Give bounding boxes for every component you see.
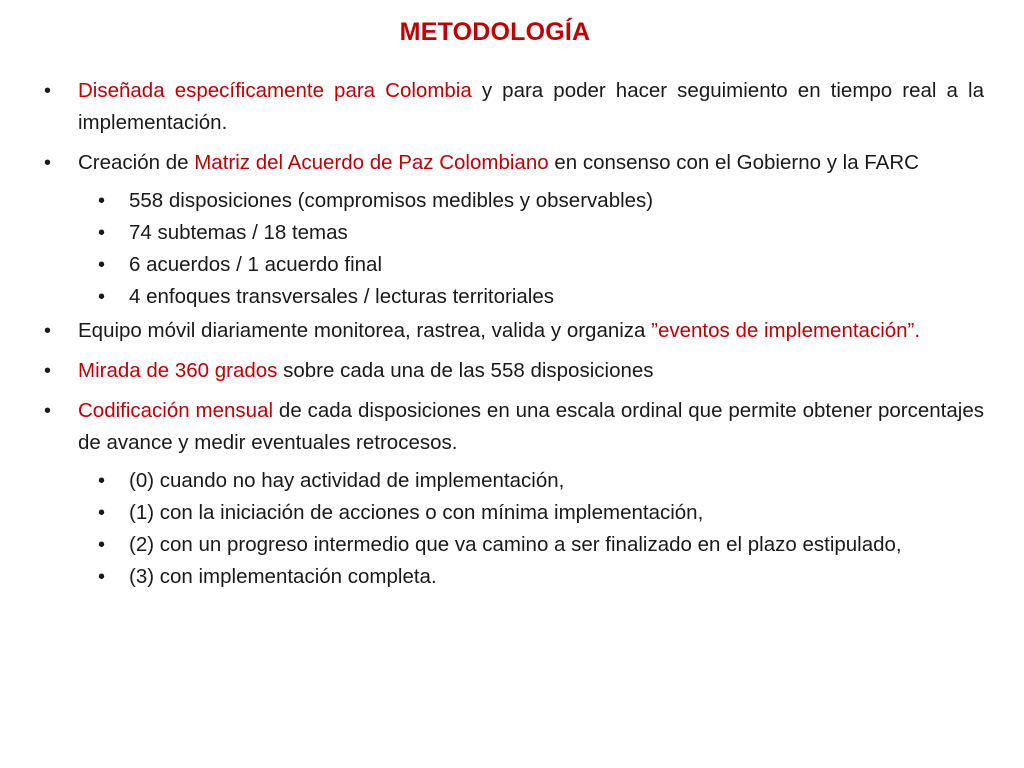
sub-bullet-text: 74 subtemas / 18 temas <box>129 221 348 244</box>
bullet-item-matrix <box>42 147 984 179</box>
bullet-text: Equipo móvil diariamente monitorea, rastrea, valida y organiza <box>78 319 652 342</box>
bullet-dot: • <box>98 470 106 492</box>
bullet-item-360 <box>42 355 984 387</box>
sub-bullet-item <box>42 217 984 249</box>
bullet-dot: • <box>98 286 106 308</box>
bullet-dot: • <box>98 222 106 244</box>
bullet-dot: • <box>44 400 52 422</box>
highlight-text: Diseñada específicamente para Colombia <box>78 79 472 102</box>
bullet-dot: • <box>44 360 52 382</box>
sub-bullet-text: (1) con la iniciación de acciones o con mínima implementación, <box>129 501 704 524</box>
sub-bullet-list-coding <box>42 465 984 593</box>
bullet-text: Creación de <box>78 151 195 174</box>
sub-bullet-text: 558 disposiciones (compromisos medibles y observables) <box>129 189 654 212</box>
sub-bullet-item <box>42 465 984 497</box>
sub-bullet-item <box>42 281 984 313</box>
bullet-dot: • <box>44 152 52 174</box>
sub-bullet-text: (3) con implementación completa. <box>129 565 437 588</box>
highlight-text: Matriz del Acuerdo de Paz Colombiano <box>194 151 549 174</box>
bullet-item-design <box>42 75 984 139</box>
sub-bullet-text: (2) con un progreso intermedio que va camino a ser finalizado en el plazo estipulado, <box>129 533 902 556</box>
bullet-dot: • <box>44 320 52 342</box>
bullet-dot: • <box>44 80 52 102</box>
sub-bullet-text: (0) cuando no hay actividad de implementación, <box>129 469 565 492</box>
sub-bullet-item <box>42 497 984 529</box>
highlight-text: ”eventos de implementación”. <box>651 319 921 342</box>
bullet-text: y para poder hacer seguimiento en tiempo real a la implementación. <box>78 79 984 134</box>
sub-bullet-text: 6 acuerdos / 1 acuerdo final <box>129 253 382 276</box>
highlight-text: Mirada de 360 grados <box>78 359 278 382</box>
bullet-dot: • <box>98 190 106 212</box>
sub-bullet-item <box>42 185 984 217</box>
bullet-text: sobre cada una de las 558 disposiciones <box>277 359 654 382</box>
bullet-text: de cada disposiciones en una escala ordinal que permite obtener porcentajes de avance y medir eventuales retrocesos. <box>78 399 984 454</box>
sub-bullet-text: 4 enfoques transversales / lecturas territoriales <box>129 285 555 308</box>
sub-bullet-list-matrix <box>42 185 984 313</box>
sub-bullet-item <box>42 561 984 593</box>
highlight-text: Codificación mensual <box>78 399 274 422</box>
sub-bullet-item <box>42 529 984 561</box>
bullet-dot: • <box>98 534 106 556</box>
bullet-list <box>42 75 984 593</box>
bullet-item-mobile-team <box>42 315 984 347</box>
bullet-dot: • <box>98 566 106 588</box>
bullet-item-coding <box>42 395 984 459</box>
bullet-text: en consenso con el Gobierno y la FARC <box>548 151 919 174</box>
bullet-dot: • <box>98 502 106 524</box>
bullet-dot: • <box>98 254 106 276</box>
slide-title: METODOLOGÍA <box>399 18 591 46</box>
sub-bullet-item <box>42 249 984 281</box>
